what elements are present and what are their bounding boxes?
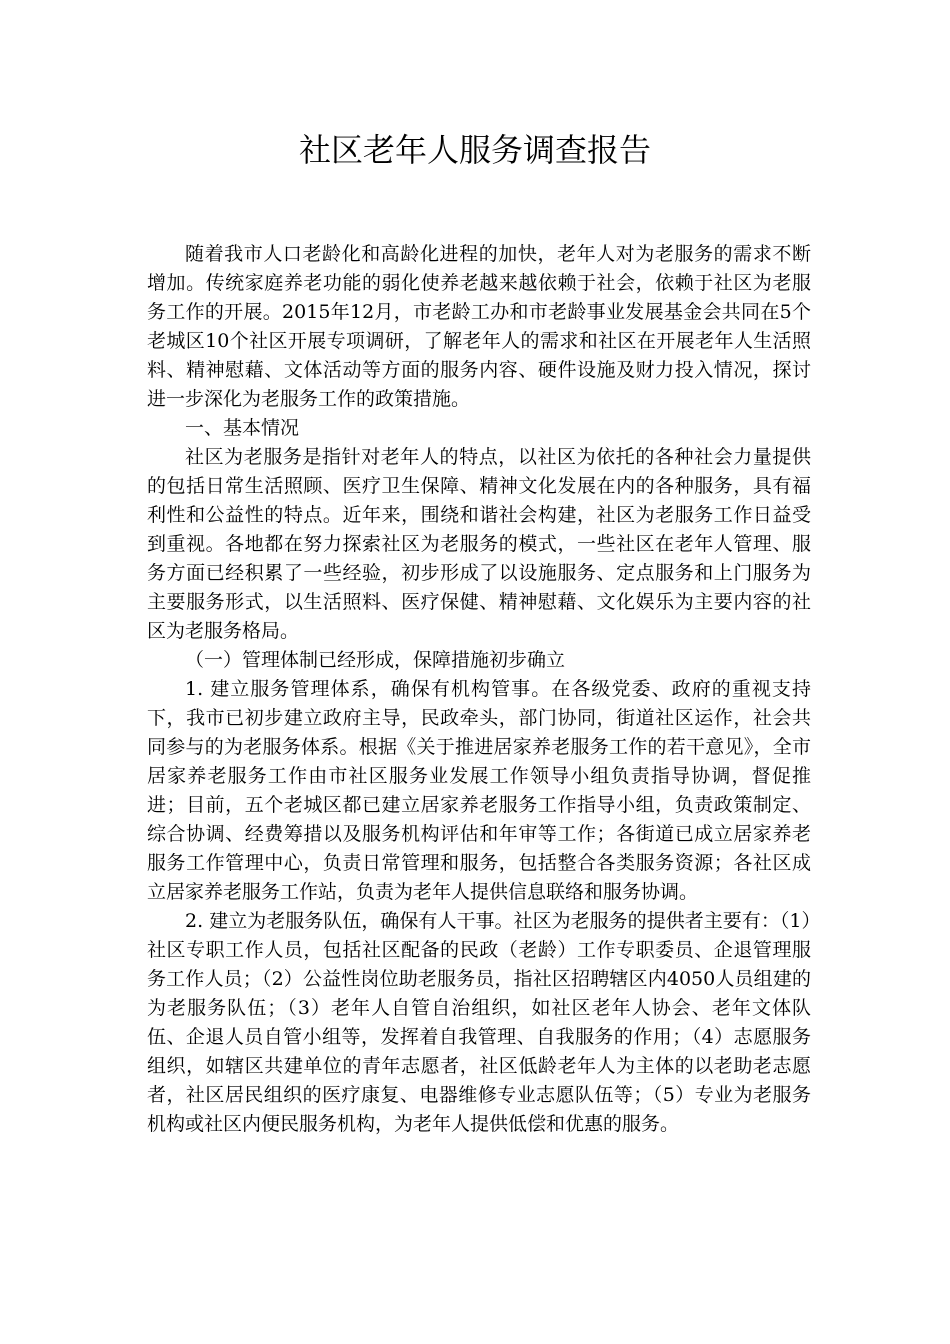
section-heading-basic-situation: 一、基本情况 bbox=[185, 417, 300, 439]
document-title: 社区老年人服务调查报告 bbox=[298, 131, 651, 169]
basic-situation-paragraph: 社区为老服务是指针对老年人的特点，以社区为依托的各种社会力量提供的包括日常生活照顾、医疗卫生保障、精神文化发展在内的各种服务，具有福利性和公益性的特点。近年来，围绕和谐社会构建，社区为老服务工作日益受到重视。各地都在努力探索社区为老服务的模式，一些社区在老年人管理、服务方面已经积累了一些经验，初步形成了以设施服务、定点服务和上门服务为主要服务形式，以生活照料、医疗保健、精神慰藉、文化娱乐为主要内容的社区为老服务格局。 bbox=[147, 446, 811, 642]
intro-paragraph: 随着我市人口老龄化和高龄化进程的加快，老年人对为老服务的需求不断增加。传统家庭养老功能的弱化使养老越来越依赖于社会，依赖于社区为老服务工作的开展。2015年12月，市老龄工办和市老龄事业发展基金会共同在5个老城区10个社区开展专项调研，了解老年人的需求和社区在开展老年人生活照料、精神慰藉、文体活动等方面的服务内容、硬件设施及财力投入情况，探讨进一步深化为老服务工作的政策措施。 bbox=[147, 243, 811, 410]
document-body bbox=[147, 240, 811, 1139]
subsection-heading-management: （一）管理体制已经形成，保障措施初步确立 bbox=[185, 649, 566, 671]
management-system-paragraph: 1. 建立服务管理体系，确保有机构管事。在各级党委、政府的重视支持下，我市已初步建立政府主导，民政牵头，部门协同，街道社区运作，社会共同参与的为老服务体系。根据《关于推进居家养老服务工作的若干意见》，全市居家养老服务工作由市社区服务业发展工作领导小组负责指导协调，督促推进；目前，五个老城区都已建立居家养老服务工作指导小组，负责政策制定、综合协调、经费筹措以及服务机构评估和年审等工作；各街道已成立居家养老服务工作管理中心，负责日常管理和服务，包括整合各类服务资源；各社区成立居家养老服务工作站，负责为老年人提供信息联络和服务协调。 bbox=[147, 678, 811, 903]
service-team-paragraph: 2. 建立为老服务队伍，确保有人干事。社区为老服务的提供者主要有：（1）社区专职工作人员，包括社区配备的民政（老龄）工作专职委员、企退管理服务工作人员；（2）公益性岗位助老服务员，指社区招聘辖区内4050人员组建的为老服务队伍；（3）老年人自管自治组织，如社区老年人协会、老年文体队伍、企退人员自管小组等，发挥着自我管理、自我服务的作用；（4）志愿服务组织，如辖区共建单位的青年志愿者，社区低龄老年人为主体的以老助老志愿者，社区居民组织的医疗康复、电器维修专业志愿队伍等；（5）专业为老服务机构或社区内便民服务机构，为老年人提供低偿和优惠的服务。 bbox=[147, 910, 811, 1135]
